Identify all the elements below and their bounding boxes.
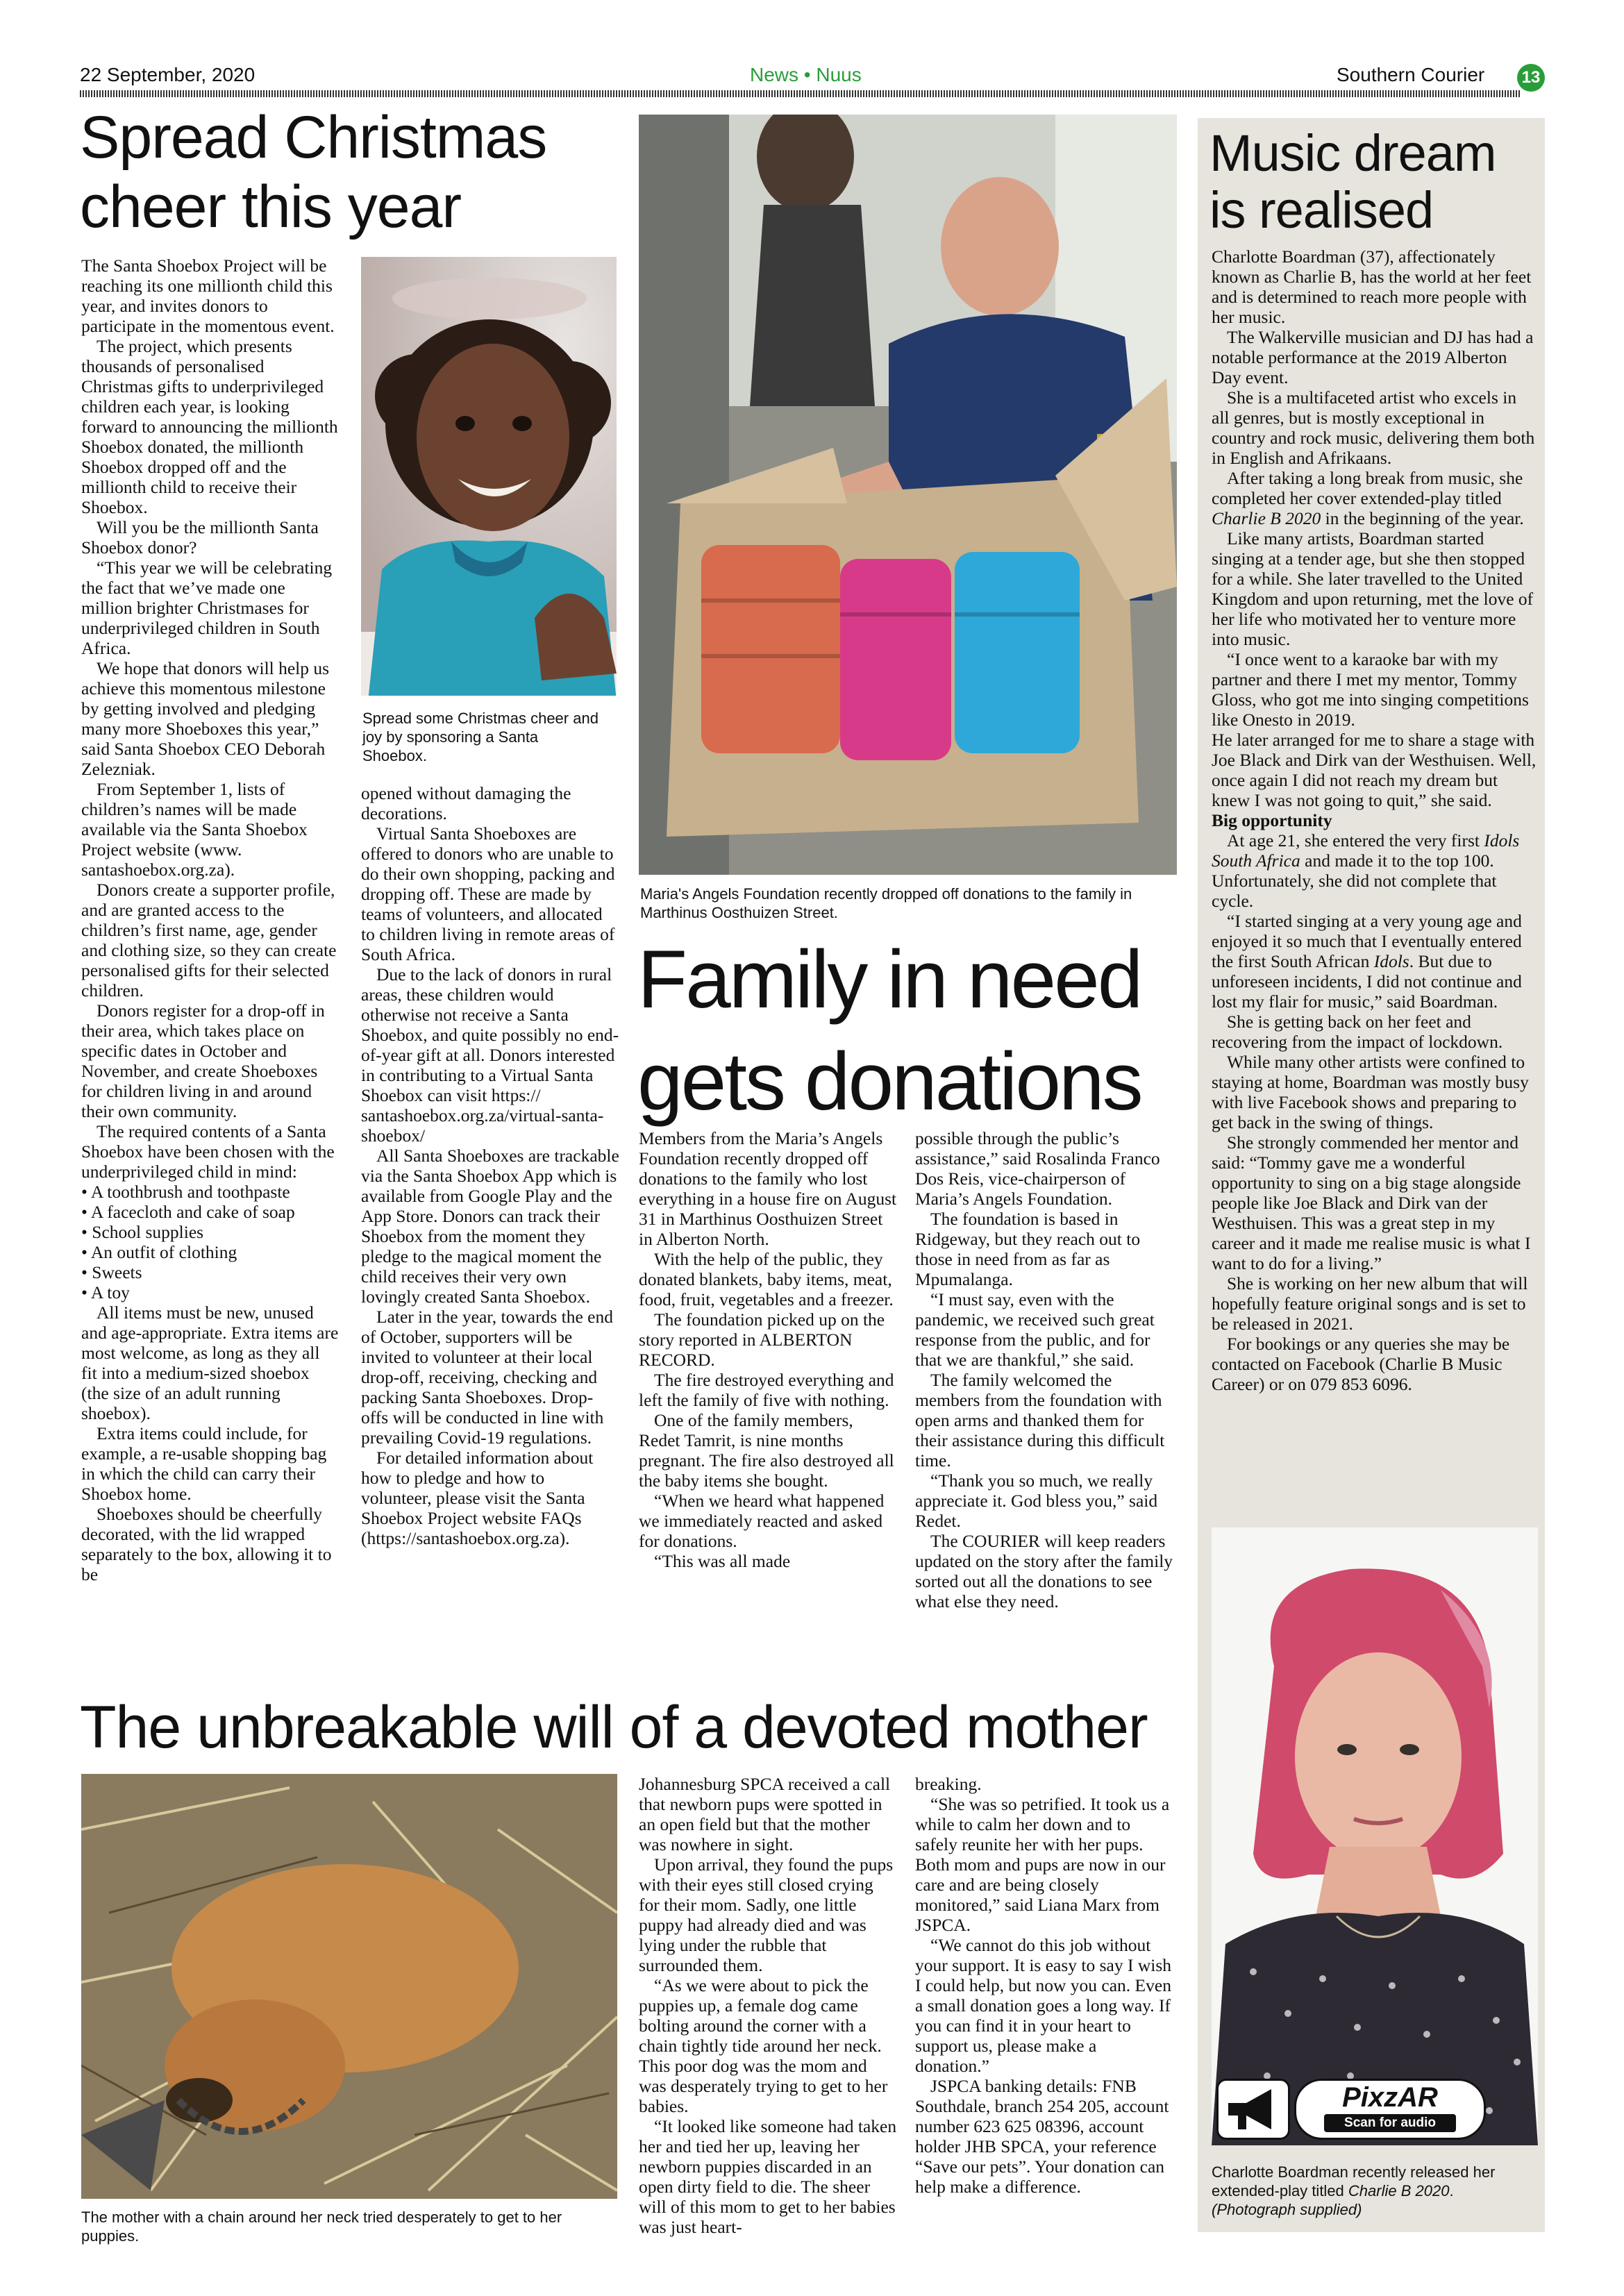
santa-paragraph: For detailed information about how to pledge and how to volunteer, please visit the Santa Shoebox Project website FAQs (https://santashoebox.org.za). <box>361 1448 594 1548</box>
santa-paragraph: Donors register for a drop-off in their area, which takes place on specific dates in October and November, and create Shoeboxes for children living in and around their own community. <box>81 1000 325 1121</box>
family-paragraph: One of the family members, Redet Tamrit, is nine months pregnant. The fire also destroyed all the baby items she bought. <box>639 1410 894 1491</box>
megaphone-icon <box>1216 2079 1290 2140</box>
dog-photo <box>81 1774 617 2199</box>
spca-paragraph: breaking. <box>915 1774 982 1794</box>
family-paragraph: The family welcomed the members from the foundation with open arms and thanked them for their assistance during this difficult time. <box>915 1370 1165 1470</box>
pixzar-logo-text: PixzAR <box>1342 2082 1438 2113</box>
santa-paragraph: Shoeboxes should be cheerfully decorated, with the lid wrapped separately to the box, allowing it to be <box>81 1504 332 1584</box>
spca-paragraph: Johannesburg SPCA received a call that newborn pups were spotted in an open field but that the mother was nowhere in sight. <box>639 1774 891 1854</box>
megaphone-icon-svg <box>1219 2081 1288 2138</box>
santa-paragraph: The project, which presents thousands of personalised Christmas gifts to underprivileged children each year, is looking forward to announcing the millionth Shoebox donated, the millionth Shoebox dropped off and the millionth child to receive their Shoebox. <box>81 336 338 517</box>
santa-paragraph: All items must be new, unused and age-appropriate. Extra items are most welcome, as long as they all fit into a medium-sized shoebox (the size of an adult running shoebox). <box>81 1302 339 1423</box>
family-paragraph: “When we heard what happened we immediately reacted and asked for donations. <box>639 1491 885 1551</box>
family-paragraph: The foundation picked up on the story reported in ALBERTON RECORD. <box>639 1309 885 1370</box>
music-paragraph: “I once went to a karaoke bar with my partner and there I met my mentor, Tommy Gloss, who got me into singing competitions like Onesto in 2019. <box>1212 649 1529 730</box>
list-item: • A facecloth and cake of soap <box>81 1202 295 1222</box>
santa-paragraph: opened without damaging the decorations. <box>361 783 571 823</box>
family-paragraph: With the help of the public, they donated blankets, baby items, meat, food, fruit, vegetables and a freezer. <box>639 1249 894 1309</box>
music-headline-line1: Music dream <box>1209 124 1496 182</box>
santa-paragraph: The required contents of a Santa Shoebox have been chosen with the underprivileged child in mind: <box>81 1121 335 1182</box>
santa-paragraph: We hope that donors will help us achieve this momentous milestone by getting involved and pledging many more Shoeboxes this year,” said Santa Shoebox CEO Deborah Zelezniak. <box>81 658 330 779</box>
charlotte-photo <box>1212 1527 1538 2145</box>
dog-photo-caption: The mother with a chain around her neck tried desperately to get to her puppies. <box>81 2209 562 2245</box>
spca-paragraph: “We cannot do this job without your support. It is easy to say I wish I could help, but now you can. Even a small donation goes a long way. If you can find it in your heart to support us, please make a donation.” <box>915 1935 1172 2076</box>
music-paragraph: Like many artists, Boardman started singing at a tender age, but she then stopped for a while. She later travelled to the United Kingdom and upon returning, met the love of her life who motivated her to venture more into music. <box>1212 528 1534 649</box>
santa-paragraph: Extra items could include, for example, a re-usable shopping bag in which the child can carry their Shoebox home. <box>81 1423 327 1504</box>
family-paragraph: Members from the Maria’s Angels Foundation recently dropped off donations to the family who lost everything in a house fire on August 31 in Marthinus Oosthuizen Street in Alberton North. <box>639 1128 897 1249</box>
santa-headline-line2: cheer this year <box>80 174 462 240</box>
family-paragraph: The foundation is based in Ridgeway, but they reach out to those in need from as far as Mpumalanga. <box>915 1209 1141 1289</box>
donation-photo-caption: Maria's Angels Foundation recently dropped off donations to the family in Marthinus Oosthuizen Street. <box>640 885 1132 921</box>
music-paragraph: She is getting back on her feet and recovering from the impact of lockdown. <box>1212 1012 1503 1052</box>
music-subhead: Big opportunity <box>1212 810 1332 830</box>
music-headline-line2: is realised <box>1209 181 1434 239</box>
family-paragraph: possible through the public’s assistance,” said Rosalinda Franco Dos Reis, vice-chairperson of Maria’s Angels Foundation. <box>915 1128 1160 1209</box>
charlotte-photo-caption: Charlotte Boardman recently released her extended-play titled Charlie B 2020. (Photograph supplied) <box>1212 2163 1496 2218</box>
spca-paragraph: “She was so petrified. It took us a while to calm her down and to safely reunite her with her pups. Both mom and pups are now in our care and are being closely monitored,” said Liana Marx from JSPCA. <box>915 1794 1170 1935</box>
family-column-1 <box>639 1128 897 1571</box>
list-item: • A toothbrush and toothpaste <box>81 1182 290 1202</box>
santa-paragraph: Due to the lack of donors in rural areas, these children would otherwise not receive a Santa Shoebox, and quite possibly no end-of-year gift at all. Donors interested in contributing to a Virtual Santa Shoebox can visit https:// santashoebox.org.za/virtual-santa-shoebox/ <box>361 964 619 1146</box>
music-paragraph: She strongly commended her mentor and said: “Tommy gave me a wonderful opportunity to sing on a big stage alongside people like Joe Black and Dirk van der Westhuisen. This was a great step in my career and it made me realise music is what I want to do for a living.” <box>1212 1132 1531 1273</box>
family-paragraph: The COURIER will keep readers updated on the story after the family sorted out all the donations to see what else they need. <box>915 1531 1173 1611</box>
list-item: • Sweets <box>81 1262 142 1282</box>
santa-column-1 <box>81 255 340 1584</box>
family-headline-line2: gets donations <box>637 1036 1141 1128</box>
spca-column-2 <box>915 1774 1173 2197</box>
spca-column-1 <box>639 1774 897 2237</box>
music-paragraph: For bookings or any queries she may be contacted on Facebook (Charlie B Music Career) or on 079 853 6096. <box>1212 1334 1510 1394</box>
santa-paragraph: Later in the year, towards the end of October, supporters will be invited to volunteer at their local drop-off, receiving, checking and packing Santa Shoeboxes. Drop-offs will be conducted in line with prevailing Covid-19 regulations. <box>361 1307 613 1448</box>
child-photo <box>361 257 617 696</box>
pixzar-logo <box>1294 2079 1486 2140</box>
list-item: • A toy <box>81 1282 130 1302</box>
paper-name: Southern Courier <box>1337 64 1485 85</box>
santa-paragraph: The Santa Shoebox Project will be reaching its one millionth child this year, and invites donors to participate in the momentous event. <box>81 255 335 336</box>
spca-paragraph: “It looked like someone had taken her and tied her up, leaving her newborn puppies discarded in an open dirty field to die. The sheer will of this mom to get to her babies was just heart- <box>639 2116 897 2237</box>
santa-paragraph: All Santa Shoeboxes are trackable via the Santa Shoebox App which is available from Google Play and the App Store. Donors can track their Shoebox from the moment they pledge to the magical moment the child receives their very own lovingly created Santa Shoebox. <box>361 1146 619 1307</box>
pixzar-scan-label: Scan for audio <box>1324 2114 1456 2132</box>
santa-paragraph: Donors create a supporter profile, and are granted access to the children’s first name, age, gender and clothing size, so they can create personalised gifts for their selected children. <box>81 880 337 1000</box>
santa-paragraph: Will you be the millionth Santa Shoebox donor? <box>81 517 319 558</box>
music-paragraph: While many other artists were confined to staying at home, Boardman was mostly busy with live Facebook shows and preparing to get back in the swing of things. <box>1212 1052 1529 1132</box>
family-paragraph: “This was all made <box>654 1551 791 1571</box>
music-paragraph: After taking a long break from music, she completed her cover extended-play titled Charlie B 2020 in the beginning of the year. <box>1212 468 1524 528</box>
santa-paragraph: From September 1, lists of children’s names will be made available via the Santa Shoebox Project website (www. santashoebox.org.za). <box>81 779 308 880</box>
dog-photo-image <box>81 1774 617 2199</box>
family-headline-line1: Family in need <box>637 934 1141 1025</box>
charlotte-photo-image <box>1212 1527 1538 2145</box>
spca-headline: The unbreakable will of a devoted mother <box>80 1694 1148 1761</box>
spca-paragraph: “As we were about to pick the puppies up, a female dog came bolting around the corner with a chain tightly tide around her neck. This poor dog was the mom and was desperately trying to get to her babies. <box>639 1975 888 2116</box>
santa-headline-line1: Spread Christmas <box>80 104 547 171</box>
spca-paragraph: JSPCA banking details: FNB Southdale, branch 254 205, account number 623 625 08396, account holder JHB SPCA, your reference “Save our pets”. Your donation can help make a difference. <box>915 2076 1169 2197</box>
issue-date: 22 September, 2020 <box>80 64 256 85</box>
music-paragraph: She is a multifaceted artist who excels in all genres, but is mostly exceptional in country and rock music, delivering them both in English and Afrikaans. <box>1212 387 1535 468</box>
music-paragraph: At age 21, she entered the very first Idols South Africa and made it to the top 100. Unfortunately, she did not complete that cycle. <box>1212 830 1520 911</box>
music-paragraph: He later arranged for me to share a stage with Joe Black and Dirk van der Westhuisen. Well, once again I did not reach my dream but knew I was not going to quit,” she said. <box>1212 730 1537 810</box>
shoebox-contents-list <box>81 1182 340 1302</box>
family-paragraph: “Thank you so much, we really appreciate it. God bless you,” said Redet. <box>915 1470 1158 1531</box>
music-paragraph: Charlotte Boardman (37), affectionately known as Charlie B, has the world at her feet and is determined to reach more people with her music. <box>1212 246 1532 327</box>
santa-paragraph: “This year we will be celebrating the fact that we’ve made one million brighter Christmases for underprivileged children in South Africa. <box>81 558 333 658</box>
music-article-body <box>1212 246 1537 1394</box>
donation-photo <box>639 115 1177 875</box>
header-rule <box>80 90 1520 97</box>
santa-column-2 <box>361 783 619 1548</box>
list-item: • School supplies <box>81 1222 204 1242</box>
spca-paragraph: Upon arrival, they found the pups with their eyes still closed crying for their mom. Sadly, one little puppy had already died and was lying under the rubble that surrounded them. <box>639 1854 894 1975</box>
music-paragraph: She is working on her new album that will hopefully feature original songs and is set to be released in 2021. <box>1212 1273 1528 1334</box>
donation-photo-image <box>639 115 1177 875</box>
santa-paragraph: Virtual Santa Shoeboxes are offered to donors who are unable to do their own shopping, packing and dropping off. These are made by teams of volunteers, and allocated to children living in remote areas of South Africa. <box>361 823 615 964</box>
section-label: News • Nuus <box>750 64 862 85</box>
family-column-2 <box>915 1128 1173 1611</box>
music-paragraph: “I started singing at a very young age and enjoyed it so much that I eventually entered the first South African Idols. But due to unforeseen incidents, I did not continue and lost my flair for music,” said Boardman. <box>1212 911 1522 1012</box>
family-paragraph: The fire destroyed everything and left the family of five with nothing. <box>639 1370 894 1410</box>
family-paragraph: “I must say, even with the pandemic, we received such great response from the public, and for that we are thankful,” she said. <box>915 1289 1155 1370</box>
music-paragraph: The Walkerville musician and DJ has had a notable performance at the 2019 Alberton Day event. <box>1212 327 1534 387</box>
list-item: • An outfit of clothing <box>81 1242 237 1262</box>
child-photo-caption: Spread some Christmas cheer and joy by sponsoring a Santa Shoebox. <box>362 710 598 764</box>
pixzar-badge[interactable] <box>1216 2076 1487 2138</box>
child-photo-image <box>361 257 617 696</box>
page-number-badge: 13 <box>1517 64 1545 92</box>
